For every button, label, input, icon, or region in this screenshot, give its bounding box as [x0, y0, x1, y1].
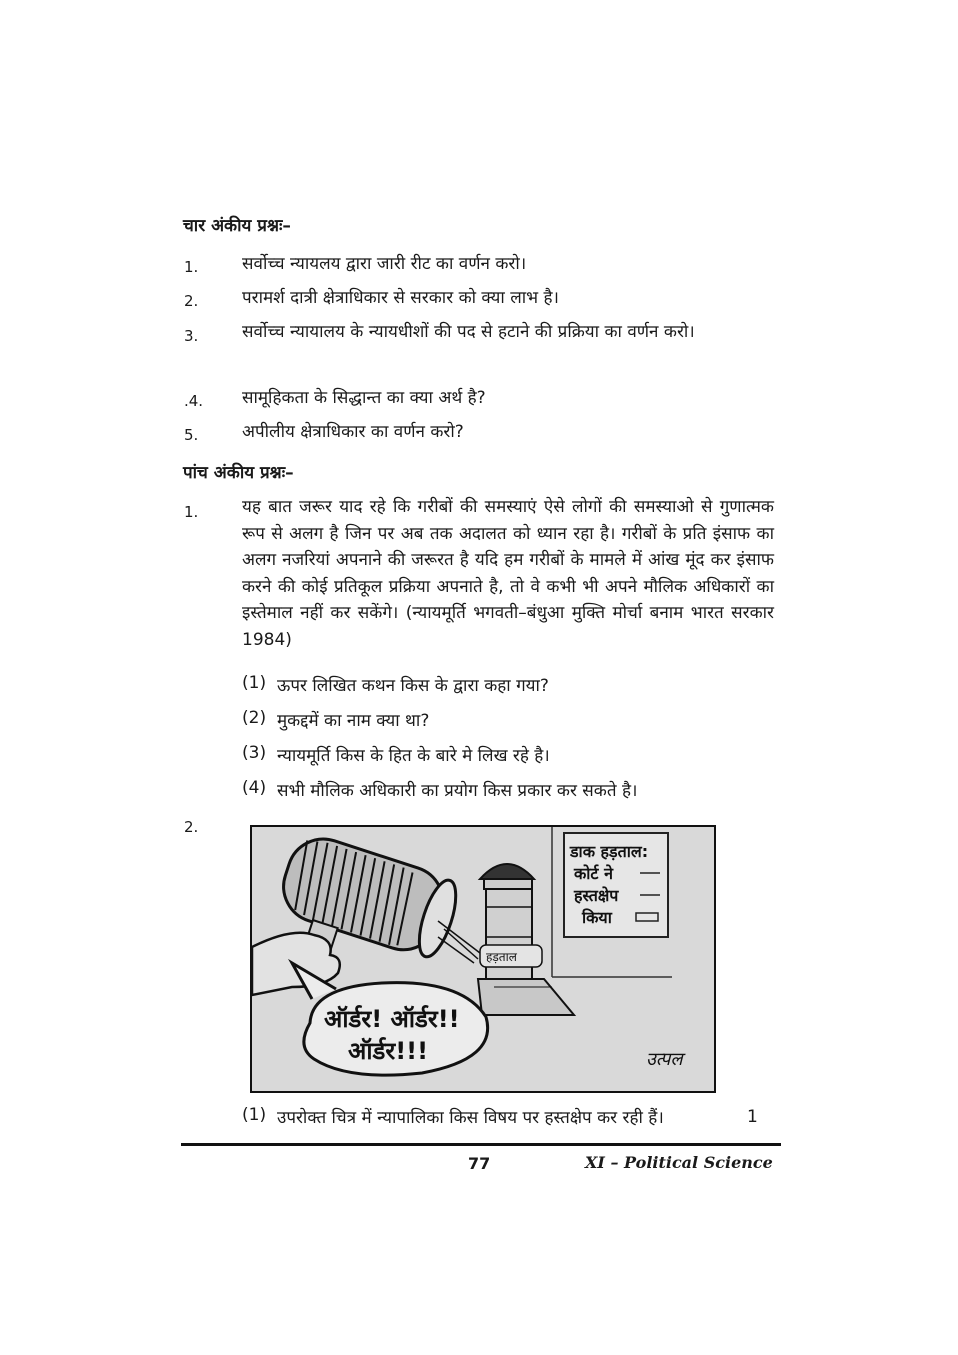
sign-line-1: डाक हड़ताल:	[570, 842, 649, 861]
q5-2-sub1-number: (1)	[242, 1105, 267, 1125]
q5-1-sub2-text: मुकद्दमें का नाम क्या था?	[277, 711, 430, 731]
speech-line-1: ऑर्डर! ऑर्डर!!	[324, 1005, 460, 1033]
q4-5-number: 5.	[184, 426, 199, 444]
q4-3-number: 3.	[184, 327, 199, 345]
q4-2-number: 2.	[184, 292, 199, 310]
sign-line-3: हस्तक्षेप	[574, 886, 619, 905]
q4-1-number: 1.	[184, 258, 199, 276]
footer-rule	[181, 1143, 781, 1146]
q5-2-sub1-text: उपरोक्त चित्र में न्यापालिका किस विषय पर हस्तक्षेप कर रही हैं।	[277, 1108, 664, 1128]
cartoon-image	[250, 825, 716, 1093]
q4-2-text: परामर्श दात्री क्षेत्राधिकार से सरकार को क्या लाभ है।	[242, 288, 559, 308]
q5-1-sub2-number: (2)	[242, 708, 267, 728]
q5-1-sub1-number: (1)	[242, 673, 267, 693]
cartoon-drawing	[252, 827, 714, 1091]
artist-signature: उत्पल	[646, 1049, 683, 1070]
q4-4-number: .4.	[184, 392, 204, 410]
q5-1-number: 1.	[184, 503, 199, 521]
q4-4-text: सामूहिकता के सिद्धान्त का क्या अर्थ है?	[242, 388, 486, 408]
book-title: XI – Political Science	[585, 1153, 773, 1172]
box-tag: हड़ताल	[486, 950, 517, 964]
page-number: 77	[468, 1154, 491, 1173]
q5-1-sub1-text: ऊपर लिखित कथन किस के द्वारा कहा गया?	[277, 676, 549, 696]
q4-1-text: सर्वोच्च न्यायलय द्वारा जारी रीट का वर्णन करो।	[242, 254, 527, 274]
q5-1-passage: यह बात जरूर याद रहे कि गरीबों की समस्याएं ऐसे लोगों की समस्याओ से गुणात्मक रूप से अलग है जिन पर अब तक अदालत को ध्यान रहा है। गरीबों के प्रति इंसाफ का अलग नजरियां अपनाने की जरूरत है यदि हम गरीबों के मामले में आंख मूंद कर इंसाफ करने की कोई प्रतिकूल प्रक्रिया अपनाते है, तो वे कभी भी अपने मौलिक अधिकारों का इस्तेमाल नहीं कर सकेंगे। (न्यायमूर्ति भगवती–बंधुआ मुक्ति मोर्चा बनाम भारत सरकार 1984)	[242, 497, 774, 650]
speech-line-2: ऑर्डर!!!	[348, 1037, 429, 1065]
q4-3-text: सर्वोच्च न्यायालय के न्यायधीशों की पद से हटाने की प्रक्रिया का वर्णन करो।	[242, 322, 695, 342]
sign-line-4: किया	[582, 908, 612, 927]
q5-1-sub4-number: (4)	[242, 778, 267, 798]
section-five-heading: पांच अंकीय प्रश्नः–	[183, 463, 294, 483]
q5-1-sub3-number: (3)	[242, 743, 267, 763]
q5-2-sub1-marks: 1	[747, 1107, 758, 1127]
q5-2-number: 2.	[184, 818, 199, 836]
q4-5-text: अपीलीय क्षेत्राधिकार का वर्णन करो?	[242, 422, 464, 442]
q5-1-sub4-text: सभी मौलिक अधिकारी का प्रयोग किस प्रकार कर सकते है।	[277, 781, 638, 801]
sign-line-2: कोर्ट ने	[574, 864, 613, 883]
section-four-heading: चार अंकीय प्रश्नः–	[183, 216, 291, 236]
q5-1-sub3-text: न्यायमूर्ति किस के हित के बारे मे लिख रहे है।	[277, 746, 550, 766]
